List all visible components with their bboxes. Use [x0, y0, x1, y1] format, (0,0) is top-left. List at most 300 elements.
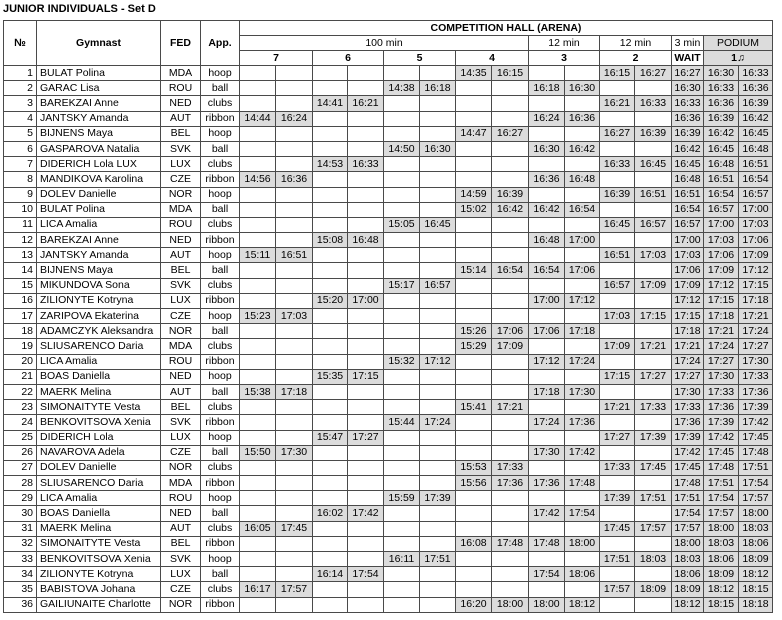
time-cell: 17:42 — [739, 415, 773, 430]
gymnast-name: JANTSKY Amanda — [37, 248, 161, 263]
time-cell — [635, 536, 672, 551]
time-cell: 17:15 — [739, 278, 773, 293]
time-cell: 16:42 — [492, 202, 529, 217]
time-cell: 17:18 — [565, 324, 600, 339]
time-cell: 16:30 — [704, 66, 739, 81]
table-row — [4, 81, 773, 96]
header-duration-12b: 12 min — [600, 36, 672, 51]
time-cell: 18:03 — [635, 552, 672, 567]
time-cell: 17:51 — [704, 476, 739, 491]
time-cell: 16:27 — [600, 126, 635, 141]
row-number: 3 — [4, 96, 37, 111]
table-row — [4, 324, 773, 339]
row-number: 17 — [4, 309, 37, 324]
time-cell: 16:57 — [635, 217, 672, 232]
time-cell: 17:54 — [672, 506, 704, 521]
time-cell: 18:09 — [672, 582, 704, 597]
time-cell: 15:38 — [240, 384, 276, 399]
time-cell: 18:00 — [529, 597, 565, 612]
time-cell: 17:54 — [565, 506, 600, 521]
time-cell — [565, 582, 600, 597]
time-cell: 15:41 — [456, 400, 492, 415]
time-cell: 16:08 — [456, 536, 492, 551]
header-group-7: 7 — [240, 51, 313, 66]
time-cell — [565, 96, 600, 111]
time-cell: 15:26 — [456, 324, 492, 339]
time-cell — [420, 187, 456, 202]
time-cell: 16:45 — [672, 157, 704, 172]
time-cell — [348, 536, 384, 551]
time-cell — [600, 354, 635, 369]
time-cell — [384, 248, 420, 263]
time-cell: 17:51 — [739, 460, 773, 475]
time-cell — [348, 597, 384, 612]
time-cell: 17:24 — [420, 415, 456, 430]
time-cell: 16:45 — [635, 157, 672, 172]
time-cell — [529, 552, 565, 567]
time-cell — [384, 445, 420, 460]
time-cell: 14:53 — [313, 157, 348, 172]
header-group-3: 3 — [529, 51, 600, 66]
table-row — [4, 445, 773, 460]
table-row — [4, 339, 773, 354]
time-cell — [276, 400, 313, 415]
time-cell — [600, 597, 635, 612]
header-group-5: 5 — [384, 51, 456, 66]
apparatus: ball — [201, 445, 240, 460]
row-number: 4 — [4, 111, 37, 126]
time-cell: 16:42 — [565, 141, 600, 156]
time-cell — [456, 491, 492, 506]
time-cell: 18:03 — [672, 552, 704, 567]
header-group-2: 2 — [600, 51, 672, 66]
time-cell — [420, 126, 456, 141]
time-cell — [420, 157, 456, 172]
time-cell — [313, 263, 348, 278]
federation-code: CZE — [161, 445, 201, 460]
row-number: 5 — [4, 126, 37, 141]
gymnast-name: ZILIONYTE Kotryna — [37, 567, 161, 582]
time-cell: 17:30 — [529, 445, 565, 460]
time-cell: 17:09 — [600, 339, 635, 354]
time-cell: 17:36 — [565, 415, 600, 430]
time-cell — [492, 81, 529, 96]
time-cell — [492, 415, 529, 430]
time-cell: 17:12 — [529, 354, 565, 369]
gymnast-name: SLIUSARENCO Daria — [37, 476, 161, 491]
time-cell: 18:06 — [704, 552, 739, 567]
time-cell: 15:59 — [384, 491, 420, 506]
time-cell — [348, 172, 384, 187]
time-cell — [348, 324, 384, 339]
time-cell — [276, 506, 313, 521]
time-cell — [635, 567, 672, 582]
gymnast-name: MAERK Melina — [37, 521, 161, 536]
row-number: 20 — [4, 354, 37, 369]
time-cell — [313, 141, 348, 156]
time-cell: 17:42 — [565, 445, 600, 460]
time-cell — [313, 476, 348, 491]
time-cell: 16:33 — [600, 157, 635, 172]
time-cell: 17:03 — [276, 309, 313, 324]
time-cell — [240, 491, 276, 506]
table-row — [4, 248, 773, 263]
time-cell: 17:39 — [420, 491, 456, 506]
row-number: 1 — [4, 66, 37, 81]
time-cell: 17:57 — [704, 506, 739, 521]
table-row — [4, 506, 773, 521]
gymnast-name: ZARIPOVA Ekaterina — [37, 309, 161, 324]
apparatus: hoop — [201, 309, 240, 324]
time-cell — [420, 263, 456, 278]
time-cell — [492, 172, 529, 187]
time-cell: 16:57 — [672, 217, 704, 232]
time-cell: 14:56 — [240, 172, 276, 187]
time-cell: 18:12 — [739, 567, 773, 582]
apparatus: clubs — [201, 339, 240, 354]
time-cell — [492, 430, 529, 445]
time-cell — [635, 233, 672, 248]
gymnast-name: DIDERICH Lola — [37, 430, 161, 445]
apparatus: clubs — [201, 582, 240, 597]
time-cell — [456, 81, 492, 96]
federation-code: NED — [161, 369, 201, 384]
header-competition-hall: COMPETITION HALL (ARENA) — [240, 21, 773, 36]
time-cell — [313, 66, 348, 81]
time-cell: 16:33 — [672, 96, 704, 111]
time-cell: 17:24 — [739, 324, 773, 339]
gymnast-name: GASPAROVA Natalia — [37, 141, 161, 156]
time-cell — [276, 415, 313, 430]
time-cell: 16:39 — [635, 126, 672, 141]
table-row — [4, 491, 773, 506]
time-cell: 14:50 — [384, 141, 420, 156]
row-number: 24 — [4, 415, 37, 430]
time-cell — [276, 263, 313, 278]
row-number: 13 — [4, 248, 37, 263]
time-cell: 17:24 — [672, 354, 704, 369]
federation-code: SVK — [161, 415, 201, 430]
time-cell — [600, 445, 635, 460]
gymnast-name: JANTSKY Amanda — [37, 111, 161, 126]
header-apparatus: App. — [201, 21, 240, 66]
time-cell: 14:44 — [240, 111, 276, 126]
time-cell — [565, 157, 600, 172]
time-cell: 17:30 — [565, 384, 600, 399]
time-cell — [276, 354, 313, 369]
time-cell — [348, 384, 384, 399]
time-cell: 16:54 — [672, 202, 704, 217]
time-cell — [384, 187, 420, 202]
time-cell — [456, 172, 492, 187]
time-cell — [456, 233, 492, 248]
time-cell: 15:14 — [456, 263, 492, 278]
time-cell: 17:36 — [704, 400, 739, 415]
time-cell — [456, 445, 492, 460]
time-cell: 16:42 — [704, 126, 739, 141]
gymnast-name: DIDERICH Lola LUX — [37, 157, 161, 172]
time-cell — [384, 536, 420, 551]
apparatus: ribbon — [201, 536, 240, 551]
time-cell — [240, 263, 276, 278]
time-cell — [635, 506, 672, 521]
time-cell — [420, 111, 456, 126]
time-cell: 17:18 — [704, 309, 739, 324]
time-cell: 17:45 — [739, 430, 773, 445]
federation-code: LUX — [161, 567, 201, 582]
gymnast-name: DOLEV Danielle — [37, 187, 161, 202]
time-cell — [456, 552, 492, 567]
apparatus: clubs — [201, 460, 240, 475]
time-cell — [565, 521, 600, 536]
time-cell — [456, 521, 492, 536]
time-cell: 17:18 — [529, 384, 565, 399]
time-cell — [313, 278, 348, 293]
time-cell: 17:15 — [600, 369, 635, 384]
time-cell — [635, 202, 672, 217]
row-number: 30 — [4, 506, 37, 521]
time-cell: 18:15 — [739, 582, 773, 597]
time-cell — [384, 157, 420, 172]
apparatus: ball — [201, 384, 240, 399]
row-number: 14 — [4, 263, 37, 278]
gymnast-name: BIJNENS Maya — [37, 126, 161, 141]
time-cell — [313, 81, 348, 96]
apparatus: clubs — [201, 400, 240, 415]
time-cell — [384, 582, 420, 597]
time-cell — [456, 141, 492, 156]
row-number: 7 — [4, 157, 37, 172]
time-cell — [635, 597, 672, 612]
table-row — [4, 430, 773, 445]
time-cell: 17:36 — [492, 476, 529, 491]
time-cell: 18:00 — [672, 536, 704, 551]
time-cell: 17:12 — [565, 293, 600, 308]
time-cell — [348, 476, 384, 491]
time-cell — [635, 263, 672, 278]
header-gymnast: Gymnast — [37, 21, 161, 66]
time-cell — [276, 126, 313, 141]
row-number: 2 — [4, 81, 37, 96]
time-cell: 17:27 — [348, 430, 384, 445]
time-cell — [565, 126, 600, 141]
federation-code: NOR — [161, 460, 201, 475]
time-cell: 17:33 — [672, 400, 704, 415]
time-cell — [384, 111, 420, 126]
time-cell: 17:39 — [600, 491, 635, 506]
apparatus: ribbon — [201, 172, 240, 187]
time-cell: 16:51 — [600, 248, 635, 263]
time-cell — [456, 248, 492, 263]
apparatus: clubs — [201, 157, 240, 172]
time-cell — [348, 309, 384, 324]
apparatus: hoop — [201, 552, 240, 567]
header-group-6: 6 — [313, 51, 384, 66]
row-number: 9 — [4, 187, 37, 202]
time-cell — [384, 521, 420, 536]
time-cell: 17:00 — [672, 233, 704, 248]
time-cell — [456, 293, 492, 308]
time-cell: 17:06 — [739, 233, 773, 248]
time-cell — [240, 460, 276, 475]
time-cell — [492, 217, 529, 232]
time-cell: 16:48 — [704, 157, 739, 172]
time-cell: 18:09 — [635, 582, 672, 597]
time-cell: 16:48 — [565, 172, 600, 187]
apparatus: ribbon — [201, 476, 240, 491]
time-cell: 16:27 — [635, 66, 672, 81]
time-cell: 17:00 — [704, 217, 739, 232]
time-cell — [420, 476, 456, 491]
time-cell: 15:53 — [456, 460, 492, 475]
row-number: 19 — [4, 339, 37, 354]
time-cell — [313, 521, 348, 536]
time-cell — [565, 309, 600, 324]
time-cell — [313, 597, 348, 612]
time-cell — [492, 157, 529, 172]
time-cell: 17:21 — [739, 309, 773, 324]
time-cell — [384, 567, 420, 582]
time-cell: 17:15 — [635, 309, 672, 324]
time-cell: 17:57 — [739, 491, 773, 506]
time-cell — [600, 324, 635, 339]
time-cell: 16:27 — [672, 66, 704, 81]
apparatus: hoop — [201, 187, 240, 202]
time-cell — [313, 187, 348, 202]
time-cell: 17:33 — [492, 460, 529, 475]
time-cell: 17:54 — [704, 491, 739, 506]
apparatus: ball — [201, 202, 240, 217]
time-cell: 16:14 — [313, 567, 348, 582]
row-number: 16 — [4, 293, 37, 308]
time-cell — [276, 324, 313, 339]
gymnast-name: BAREKZAI Anne — [37, 96, 161, 111]
time-cell — [600, 506, 635, 521]
time-cell — [420, 521, 456, 536]
gymnast-name: DOLEV Danielle — [37, 460, 161, 475]
time-cell — [384, 369, 420, 384]
time-cell: 16:39 — [672, 126, 704, 141]
time-cell — [348, 141, 384, 156]
row-number: 28 — [4, 476, 37, 491]
time-cell — [276, 157, 313, 172]
time-cell — [313, 384, 348, 399]
time-cell — [240, 400, 276, 415]
time-cell: 15:17 — [384, 278, 420, 293]
time-cell — [565, 369, 600, 384]
time-cell — [384, 293, 420, 308]
time-cell — [420, 202, 456, 217]
time-cell: 17:18 — [276, 384, 313, 399]
time-cell: 16:54 — [529, 263, 565, 278]
time-cell: 16:33 — [739, 66, 773, 81]
table-row — [4, 415, 773, 430]
table-row — [4, 400, 773, 415]
table-row — [4, 582, 773, 597]
time-cell: 17:06 — [704, 248, 739, 263]
time-cell — [492, 96, 529, 111]
table-row — [4, 96, 773, 111]
time-cell — [635, 293, 672, 308]
time-cell: 17:33 — [600, 460, 635, 475]
time-cell — [529, 339, 565, 354]
time-cell: 17:03 — [672, 248, 704, 263]
federation-code: BEL — [161, 263, 201, 278]
time-cell: 16:33 — [348, 157, 384, 172]
time-cell: 16:51 — [635, 187, 672, 202]
time-cell — [313, 217, 348, 232]
time-cell: 16:30 — [672, 81, 704, 96]
table-row — [4, 187, 773, 202]
time-cell — [276, 369, 313, 384]
time-cell — [456, 369, 492, 384]
time-cell: 16:51 — [739, 157, 773, 172]
time-cell — [384, 96, 420, 111]
time-cell — [600, 476, 635, 491]
time-cell: 15:11 — [240, 248, 276, 263]
federation-code: SVK — [161, 552, 201, 567]
time-cell — [348, 491, 384, 506]
time-cell: 14:59 — [456, 187, 492, 202]
federation-code: SVK — [161, 278, 201, 293]
apparatus: ribbon — [201, 354, 240, 369]
time-cell: 17:42 — [704, 430, 739, 445]
table-row — [4, 111, 773, 126]
time-cell: 15:44 — [384, 415, 420, 430]
table-row — [4, 278, 773, 293]
time-cell — [313, 202, 348, 217]
time-cell: 15:05 — [384, 217, 420, 232]
gymnast-name: MANDIKOVA Karolina — [37, 172, 161, 187]
federation-code: LUX — [161, 157, 201, 172]
row-number: 36 — [4, 597, 37, 612]
time-cell: 17:24 — [704, 339, 739, 354]
federation-code: BEL — [161, 126, 201, 141]
gymnast-name: SIMONAITYTE Vesta — [37, 400, 161, 415]
time-cell — [456, 309, 492, 324]
time-cell — [635, 141, 672, 156]
time-cell: 17:03 — [739, 217, 773, 232]
row-number: 23 — [4, 400, 37, 415]
time-cell: 17:48 — [529, 536, 565, 551]
time-cell — [565, 248, 600, 263]
time-cell — [240, 430, 276, 445]
time-cell: 18:06 — [565, 567, 600, 582]
time-cell — [420, 400, 456, 415]
time-cell — [529, 278, 565, 293]
time-cell: 17:36 — [739, 384, 773, 399]
time-cell — [313, 354, 348, 369]
time-cell — [348, 582, 384, 597]
time-cell — [384, 172, 420, 187]
time-cell — [492, 141, 529, 156]
time-cell — [420, 567, 456, 582]
time-cell — [348, 202, 384, 217]
time-cell — [420, 536, 456, 551]
time-cell: 16:21 — [600, 96, 635, 111]
time-cell: 16:39 — [492, 187, 529, 202]
table-row — [4, 172, 773, 187]
time-cell — [384, 324, 420, 339]
header-group-4: 4 — [456, 51, 529, 66]
time-cell: 17:54 — [529, 567, 565, 582]
federation-code: AUT — [161, 521, 201, 536]
table-row — [4, 369, 773, 384]
time-cell: 16:30 — [565, 81, 600, 96]
time-cell: 15:08 — [313, 233, 348, 248]
row-number: 25 — [4, 430, 37, 445]
time-cell — [348, 217, 384, 232]
